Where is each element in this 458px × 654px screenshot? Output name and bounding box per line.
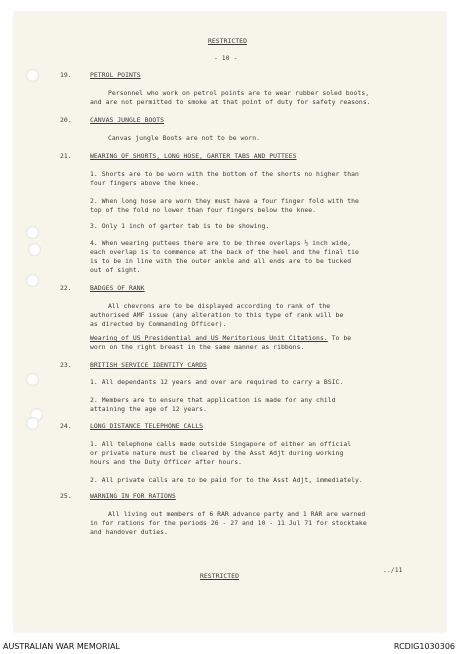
paragraph-line: attaining the age of 12 years.	[90, 405, 207, 413]
paragraph-line: 2. When long hose are worn they must have a four finger fold with the	[90, 197, 359, 205]
item-heading: LONG DISTANCE TELEPHONE CALLS	[90, 422, 204, 430]
paragraph-line: out of sight.	[90, 266, 141, 274]
paragraph-line: is to be in line with the outer ankle and all ends are to be tucked	[90, 257, 352, 265]
item-heading: CANVAS JUNGLE BOOTS	[90, 116, 165, 124]
archive-id: RCDIG1030306	[393, 642, 455, 651]
paragraph-line: or private nature must be cleared by the Asst Adjt during working	[90, 449, 344, 457]
archive-label: AUSTRALIAN WAR MEMORIAL	[3, 642, 120, 651]
paragraph-line: 3. Only 1 inch of garter tab is to be showing.	[90, 222, 270, 230]
punch-hole	[26, 417, 39, 430]
paragraph-line: as directed by Commanding Officer).	[90, 320, 227, 328]
paragraph-line: All chevrons are to be displayed according to rank of the	[108, 302, 331, 310]
citation-line	[90, 334, 351, 342]
item-heading: WARNING IN FOR RATIONS	[90, 492, 176, 500]
item-number: 19.	[60, 71, 72, 79]
punch-hole	[26, 274, 39, 287]
paragraph-line: authorised AMF issue (any alteration to this type of rank will be	[90, 311, 344, 319]
punch-hole	[26, 69, 39, 82]
item-number: 22.	[60, 284, 72, 292]
punch-hole	[26, 226, 39, 239]
paragraph-line: each overlap is to commence at the back of the heel and the final tie	[90, 248, 359, 256]
item-number: 25.	[60, 492, 72, 500]
citation-heading: Wearing of US Presidential and US Meritorious Unit Citations.	[90, 334, 328, 342]
paragraph-line: worn on the right breast in the same manner as ribbons.	[90, 343, 305, 351]
paragraph-line: hours and the Duty Officer after hours.	[90, 458, 243, 466]
archive-footer	[0, 640, 458, 654]
item-heading: WEARING OF SHORTS, LONG HOSE, GARTER TABS AND PUTTEES	[90, 152, 297, 160]
paragraph-line: 1. All dependants 12 years and over are required to carry a BSIC.	[90, 378, 344, 386]
punch-hole	[28, 243, 41, 256]
paragraph-line: All living out members of 6 RAR advance party and 1 RAR are warned	[108, 510, 366, 518]
paragraph-line: 2. Members are to ensure that application is made for any child	[90, 396, 336, 404]
item-number: 21.	[60, 152, 72, 160]
paragraph-line: top of the fold no lower than four fingers below the knee.	[90, 206, 317, 214]
classification-footer: RESTRICTED	[200, 572, 239, 580]
punch-hole	[26, 373, 39, 386]
paragraph-line: 4. When wearing puttees there are to be three overlaps ½ inch wide,	[90, 239, 352, 247]
paragraph-line: in for rations for the periods 26 - 27 and 10 - 11 Jul 71 for stocktake	[90, 519, 367, 527]
continuation-marker: ../11	[383, 566, 403, 574]
item-number: 20.	[60, 116, 72, 124]
paragraph-line: Canvas jungle Boots are not to be worn.	[108, 134, 261, 142]
item-heading: BADGES OF RANK	[90, 284, 145, 292]
item-heading: BRITISH SERVICE IDENTITY CARDS	[90, 361, 207, 369]
paragraph-line: and handover duties.	[90, 528, 168, 536]
page-number: - 10 -	[214, 54, 238, 62]
paragraph-line: and are not permitted to smoke at that point of duty for safety reasons.	[90, 98, 371, 106]
item-heading: PETROL POINTS	[90, 71, 141, 79]
paragraph-line: 1. All telephone calls made outside Singapore of either an official	[90, 440, 352, 448]
item-number: 24.	[60, 422, 72, 430]
paragraph-line: 1. Shorts are to be worn with the bottom of the shorts no higher than	[90, 170, 359, 178]
paragraph-line: Personnel who work on petrol points are to wear rubber soled boots,	[108, 89, 370, 97]
paragraph-line: four fingers above the knee.	[90, 179, 200, 187]
item-number: 23.	[60, 361, 72, 369]
classification-header: RESTRICTED	[208, 37, 247, 45]
paragraph-line: 2. All private calls are to be paid for to the Asst Adjt, immediately.	[90, 476, 363, 484]
citation-rest: To be	[327, 334, 352, 342]
